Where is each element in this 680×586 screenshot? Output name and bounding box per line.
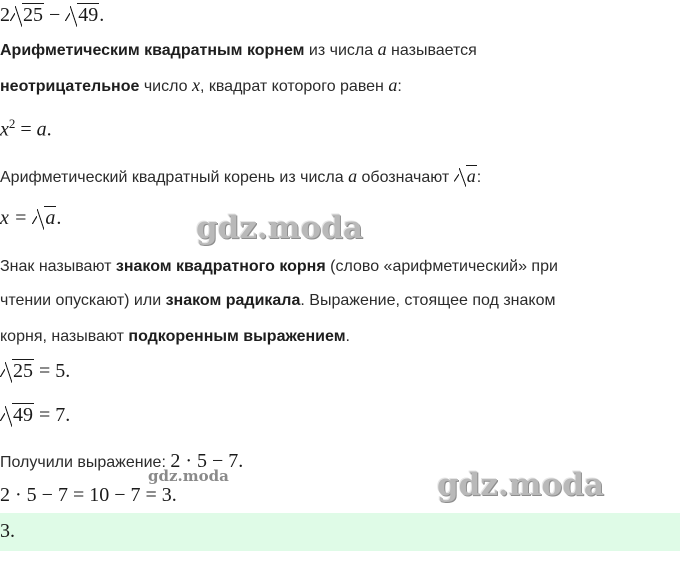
definition-line-3: Арифметический квадратный корень из числа a обозначают a:	[0, 166, 482, 186]
answer-value: 3.	[0, 520, 15, 542]
definition-line-4: Знак называют знаком квадратного корня (слово «арифметический» при	[0, 258, 558, 275]
definition-line-5: чтении опускают) или знаком радикала. Выражение, стоящее под знаком	[0, 292, 556, 309]
watermark: gdz.moda	[437, 467, 604, 503]
equation-sqrt49: 49 = 7.	[0, 404, 70, 427]
answer-box	[0, 513, 680, 551]
equation-root: x = a.	[0, 207, 62, 229]
equation-sqrt25: 25 = 5.	[0, 360, 70, 383]
calculation: 2 · 5 − 7 = 10 − 7 = 3.	[0, 484, 177, 506]
equation-square: $x^2 = a$.	[0, 116, 52, 141]
definition-line-2: неотрицательное число x, квадрат которого равен a:	[0, 75, 402, 95]
watermark: gdz.moda	[196, 210, 363, 246]
definition-line-6: корня, называют подкоренным выражением.	[0, 328, 350, 345]
problem-expression: 2 25 − 49.	[0, 4, 105, 26]
watermark-small: gdz.moda	[148, 467, 229, 485]
result-expression: Получили выражение: 2 · 5 − 7.	[0, 450, 244, 472]
definition-line-1: Арифметическим квадратным корнем из числа a называется	[0, 39, 477, 59]
